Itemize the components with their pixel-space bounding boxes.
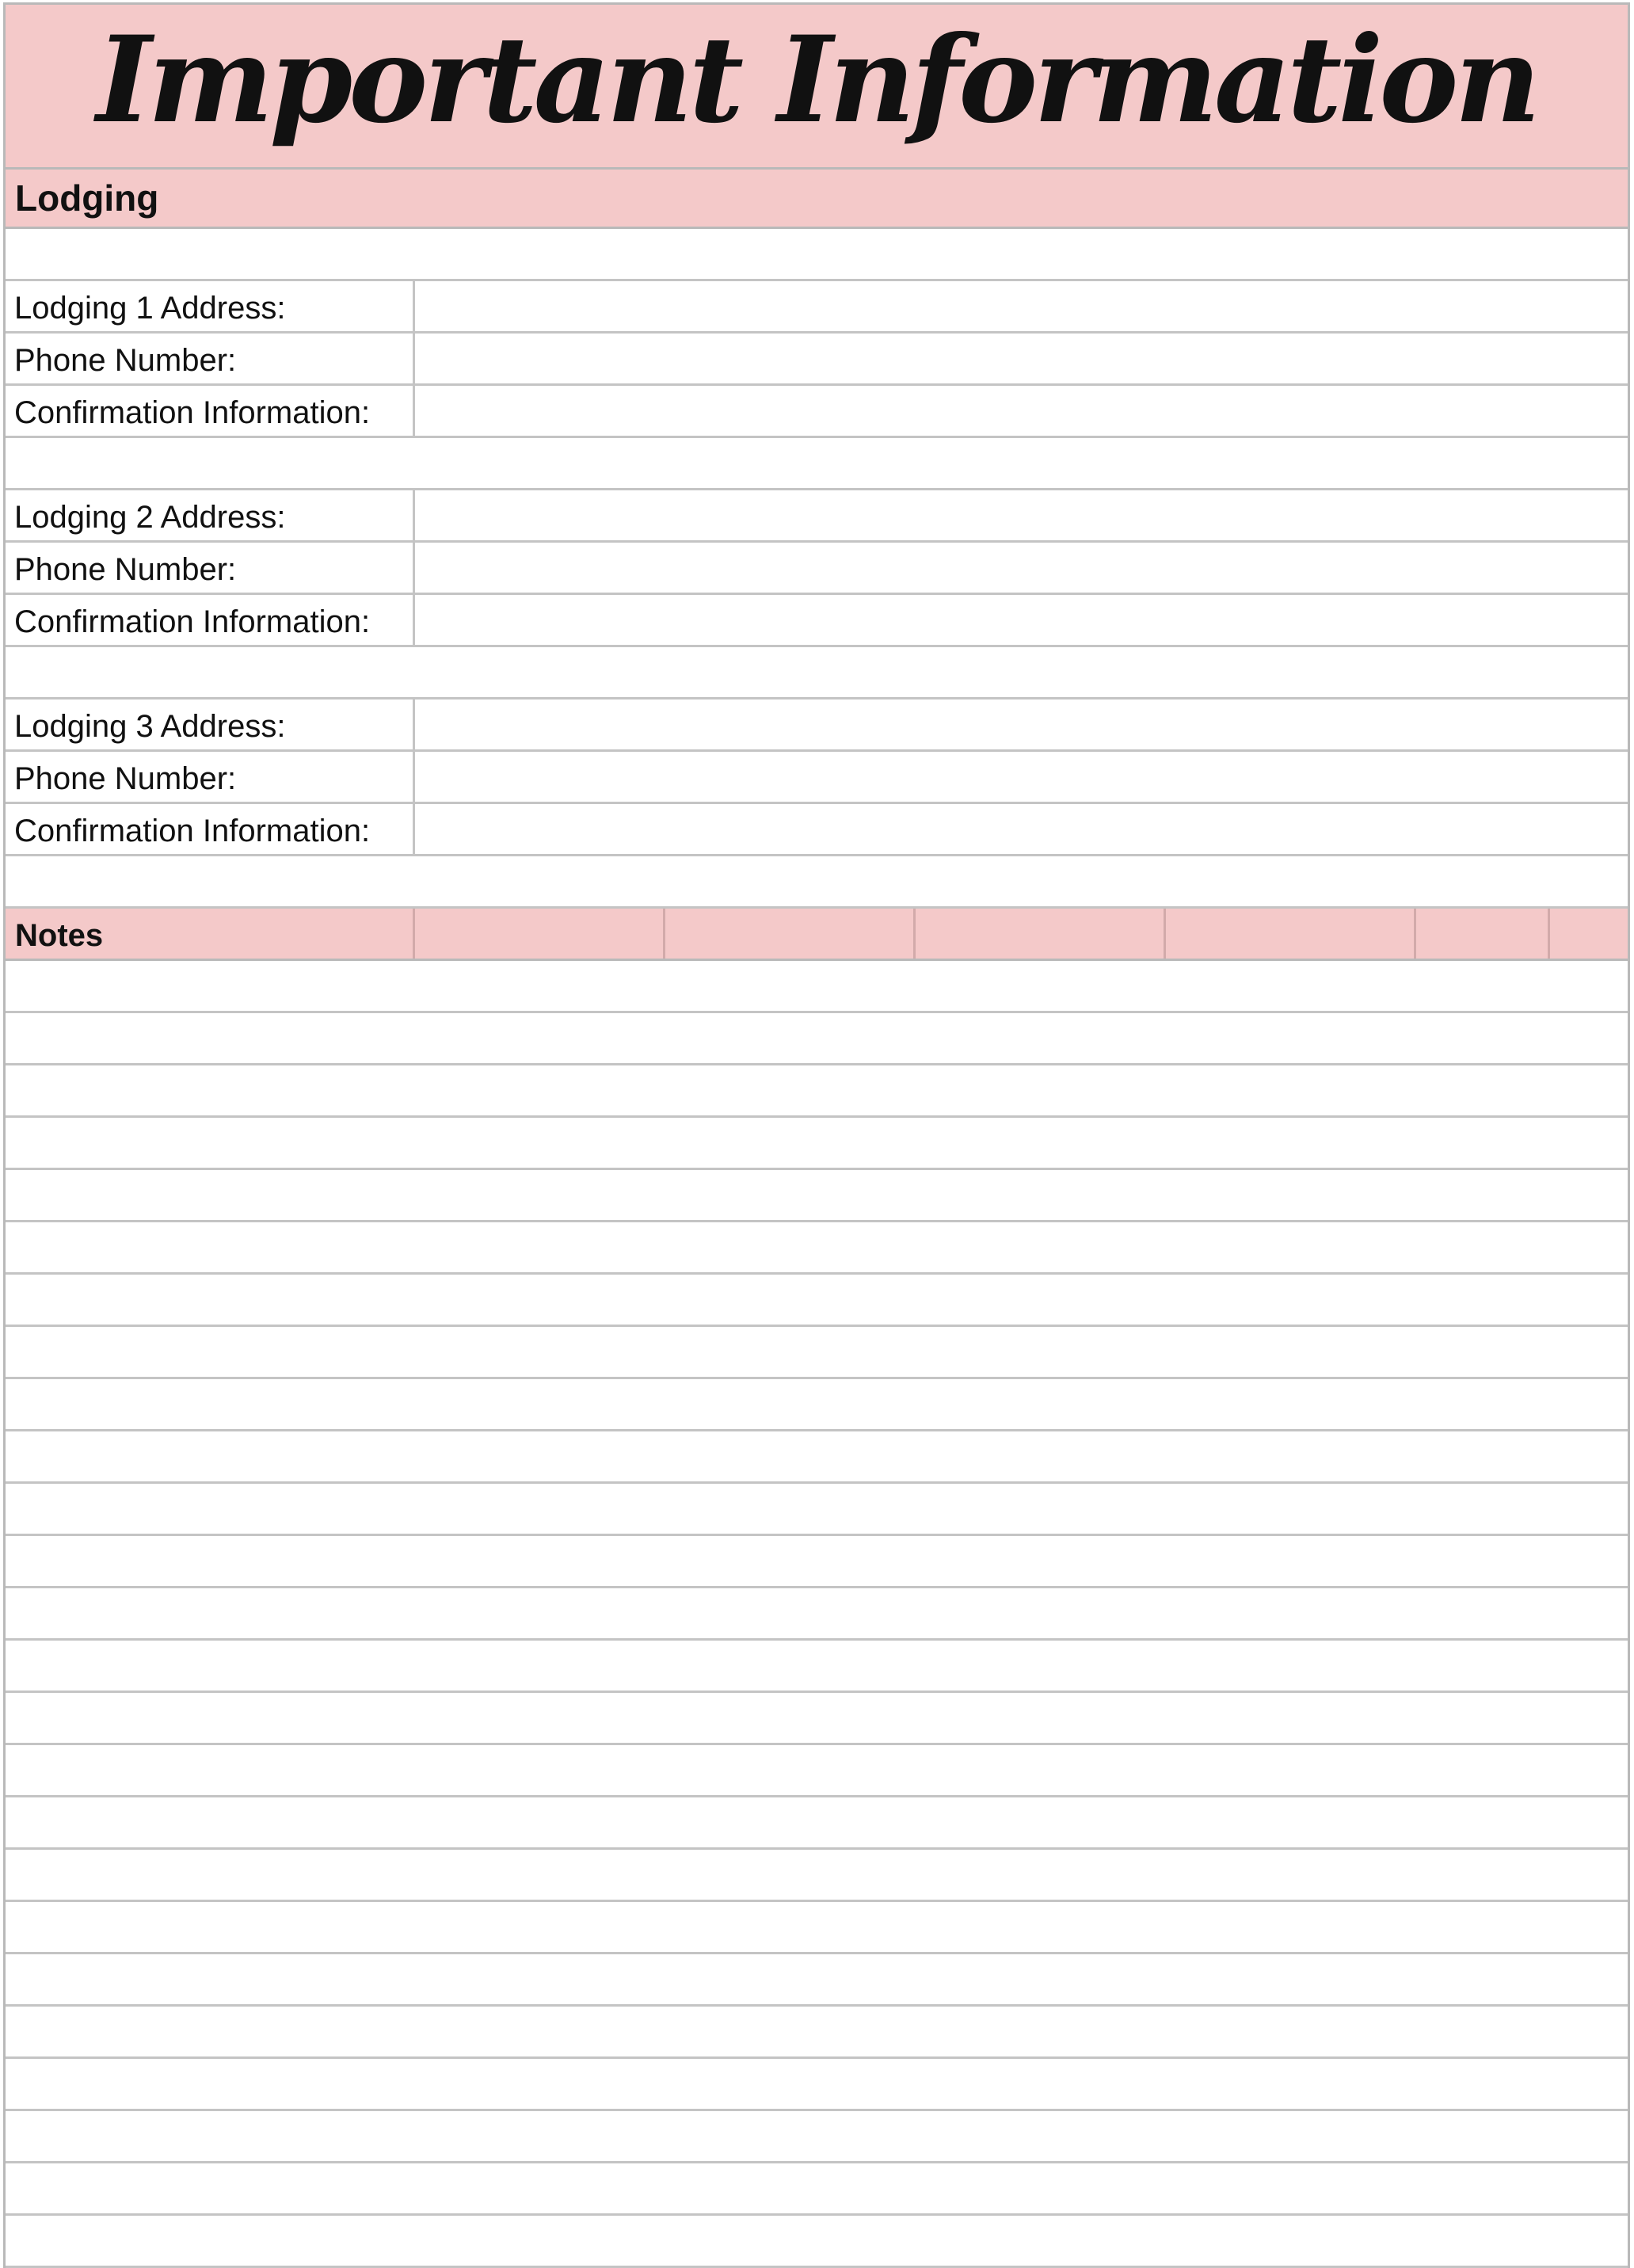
- lodging-2-phone-field[interactable]: [415, 543, 1628, 593]
- lodging-2-confirmation-field[interactable]: [415, 595, 1628, 645]
- lodging-1-phone-field[interactable]: [415, 334, 1628, 383]
- page-title: Important Information: [96, 10, 1537, 150]
- notes-header-cell: [1416, 909, 1550, 959]
- note-line[interactable]: [6, 1431, 1628, 1484]
- lodging-3-phone-label: Phone Number:: [6, 752, 415, 802]
- note-line[interactable]: [6, 1588, 1628, 1641]
- lodging-section-title: Lodging: [15, 177, 159, 219]
- note-line[interactable]: [6, 1536, 1628, 1588]
- note-line[interactable]: [6, 1745, 1628, 1797]
- lodging-3-address-field[interactable]: [415, 699, 1628, 749]
- note-line[interactable]: [6, 1222, 1628, 1275]
- notes-lines: [6, 961, 1628, 2268]
- note-line[interactable]: [6, 2111, 1628, 2163]
- lodging-1-confirmation-field[interactable]: [415, 386, 1628, 436]
- note-line[interactable]: [6, 1641, 1628, 1693]
- lodging-section-header: [6, 170, 1628, 229]
- note-line[interactable]: [6, 1013, 1628, 1065]
- lodging-1-confirmation-row: [6, 386, 1628, 438]
- notes-section-title: Notes: [6, 909, 415, 959]
- note-line[interactable]: [6, 1327, 1628, 1379]
- lodging-3-confirmation-field[interactable]: [415, 804, 1628, 854]
- lodging-2-phone-label: Phone Number:: [6, 543, 415, 593]
- lodging-2-confirmation-label: Confirmation Information:: [6, 595, 415, 645]
- note-line[interactable]: [6, 2216, 1628, 2268]
- notes-header-cell: [1550, 909, 1628, 959]
- lodging-3-confirmation-label: Confirmation Information:: [6, 804, 415, 854]
- lodging-3-phone-field[interactable]: [415, 752, 1628, 802]
- lodging-3-phone-row: [6, 752, 1628, 804]
- note-line[interactable]: [6, 1693, 1628, 1745]
- note-line[interactable]: [6, 1797, 1628, 1850]
- spacer-row: [6, 856, 1628, 909]
- note-line[interactable]: [6, 2059, 1628, 2111]
- notes-section-header: [6, 909, 1628, 961]
- note-line[interactable]: [6, 1170, 1628, 1222]
- notes-header-cell: [916, 909, 1166, 959]
- lodging-1-address-label: Lodging 1 Address:: [6, 281, 415, 331]
- note-line[interactable]: [6, 1954, 1628, 2007]
- lodging-3-address-row: [6, 699, 1628, 752]
- lodging-1-confirmation-label: Confirmation Information:: [6, 386, 415, 436]
- note-line[interactable]: [6, 1065, 1628, 1118]
- spacer-row: [6, 647, 1628, 699]
- note-line[interactable]: [6, 2163, 1628, 2216]
- lodging-2-address-field[interactable]: [415, 490, 1628, 540]
- lodging-2-confirmation-row: [6, 595, 1628, 647]
- notes-header-cell: [1166, 909, 1416, 959]
- planner-sheet: [3, 2, 1630, 2268]
- note-line[interactable]: [6, 961, 1628, 1013]
- lodging-1-address-row: [6, 281, 1628, 334]
- lodging-1-phone-row: [6, 334, 1628, 386]
- note-line[interactable]: [6, 1902, 1628, 1954]
- note-line[interactable]: [6, 1484, 1628, 1536]
- lodging-2-address-label: Lodging 2 Address:: [6, 490, 415, 540]
- note-line[interactable]: [6, 1118, 1628, 1170]
- notes-header-cell: [665, 909, 916, 959]
- lodging-2-address-row: [6, 490, 1628, 543]
- spacer-row: [6, 438, 1628, 490]
- lodging-1-address-field[interactable]: [415, 281, 1628, 331]
- notes-header-cell: [415, 909, 665, 959]
- lodging-2-phone-row: [6, 543, 1628, 595]
- lodging-3-confirmation-row: [6, 804, 1628, 856]
- note-line[interactable]: [6, 1275, 1628, 1327]
- note-line[interactable]: [6, 1379, 1628, 1431]
- note-line[interactable]: [6, 2007, 1628, 2059]
- lodging-3-address-label: Lodging 3 Address:: [6, 699, 415, 749]
- spacer-row: [6, 229, 1628, 281]
- note-line[interactable]: [6, 1850, 1628, 1902]
- lodging-1-phone-label: Phone Number:: [6, 334, 415, 383]
- title-banner: [6, 2, 1628, 170]
